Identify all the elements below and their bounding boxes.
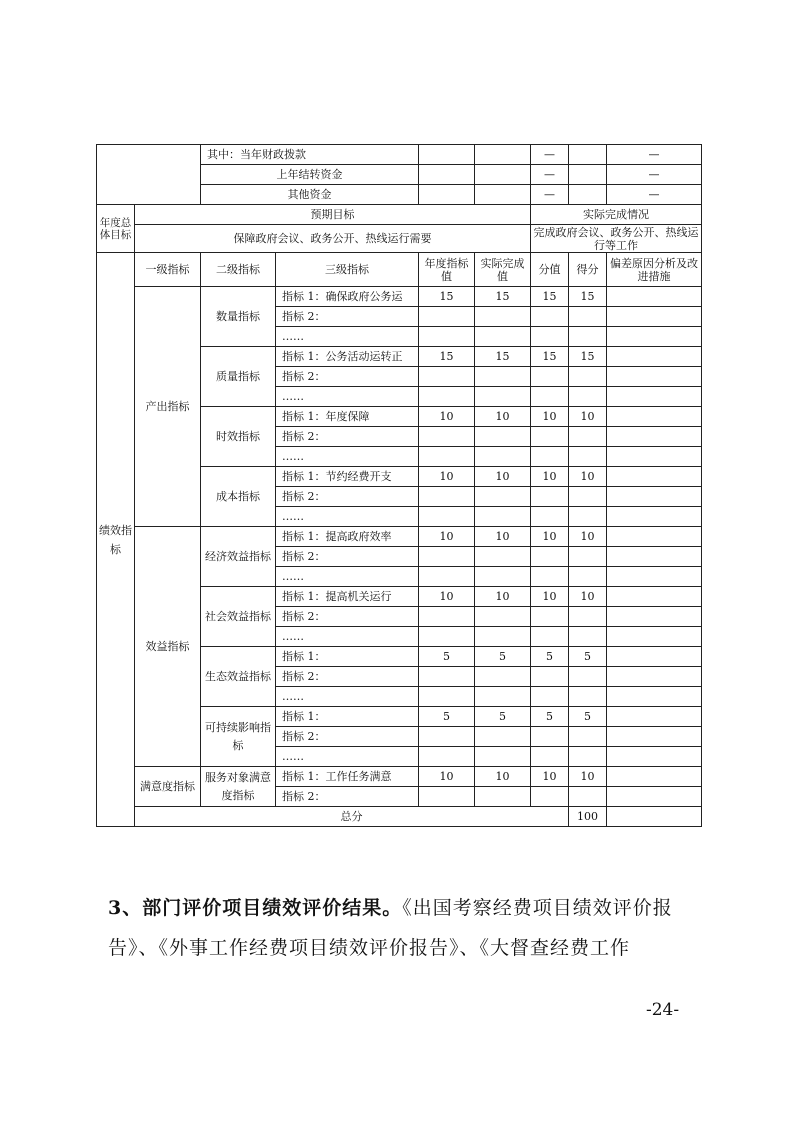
score-value: 15	[569, 287, 607, 307]
goals-header-row	[97, 205, 702, 225]
weight-value	[531, 727, 569, 747]
weight-value	[531, 627, 569, 647]
indicator-name: 指标 2：	[276, 727, 419, 747]
actual-value	[475, 667, 531, 687]
annual-target-value	[419, 747, 475, 767]
indicator-name: ……	[276, 387, 419, 407]
fund-blank	[97, 145, 201, 205]
deviation-value	[607, 307, 702, 327]
deviation-value	[607, 627, 702, 647]
deviation-value	[607, 427, 702, 447]
annual-target-value: 10	[419, 407, 475, 427]
fund-dash: —	[607, 145, 702, 165]
indicator-name: ……	[276, 627, 419, 647]
score-value	[569, 307, 607, 327]
actual-value	[475, 327, 531, 347]
indicator-header-row	[97, 253, 702, 287]
actual-value	[475, 507, 531, 527]
actual-value	[475, 607, 531, 627]
annual-target-value: 5	[419, 707, 475, 727]
annual-target-value	[419, 667, 475, 687]
annual-target-value	[419, 487, 475, 507]
actual-value: 5	[475, 647, 531, 667]
fund-cell	[419, 185, 475, 205]
weight-value	[531, 607, 569, 627]
weight-value	[531, 787, 569, 807]
total-weight: 100	[569, 807, 607, 827]
actual-goal-header: 实际完成情况	[531, 205, 702, 225]
deviation-value	[607, 507, 702, 527]
actual-value	[475, 387, 531, 407]
deviation-value	[607, 747, 702, 767]
weight-value	[531, 747, 569, 767]
score-value	[569, 727, 607, 747]
weight-value	[531, 447, 569, 467]
annual-target-value	[419, 627, 475, 647]
total-row	[97, 807, 702, 827]
indicator-name: 指标 2：	[276, 307, 419, 327]
fund-label: 其他资金	[201, 185, 419, 205]
fund-cell	[475, 165, 531, 185]
deviation-value	[607, 687, 702, 707]
indicator-name: ……	[276, 687, 419, 707]
fund-dash: —	[531, 145, 569, 165]
deviation-value	[607, 547, 702, 567]
weight-value	[531, 367, 569, 387]
level1-output: 产出指标	[135, 287, 201, 527]
annual-target-value	[419, 387, 475, 407]
actual-value	[475, 547, 531, 567]
weight-value: 15	[531, 347, 569, 367]
actual-value	[475, 487, 531, 507]
score-value	[569, 387, 607, 407]
indicator-name: 指标 2：	[276, 547, 419, 567]
indicator-name: ……	[276, 447, 419, 467]
deviation-value	[607, 727, 702, 747]
annual-target-value: 10	[419, 467, 475, 487]
weight-value	[531, 387, 569, 407]
actual-value: 15	[475, 347, 531, 367]
deviation-header: 偏差原因分析及改进措施	[607, 253, 702, 287]
weight-value	[531, 507, 569, 527]
score-value: 10	[569, 407, 607, 427]
deviation-value	[607, 467, 702, 487]
score-value: 10	[569, 767, 607, 787]
annual-target-value	[419, 507, 475, 527]
weight-value: 10	[531, 767, 569, 787]
deviation-value	[607, 487, 702, 507]
actual-value: 10	[475, 767, 531, 787]
annual-target-value	[419, 567, 475, 587]
conclusion-paragraph	[108, 888, 698, 968]
level1-header: 一级指标	[135, 253, 201, 287]
fund-cell	[475, 145, 531, 165]
indicator-name: 指标 1：提高政府效率	[276, 527, 419, 547]
actual-value	[475, 787, 531, 807]
deviation-value	[607, 607, 702, 627]
fund-dash: —	[607, 165, 702, 185]
indicator-name: 指标 2：	[276, 787, 419, 807]
level1-benefit: 效益指标	[135, 527, 201, 767]
indicator-row	[97, 527, 702, 547]
level2-economic: 经济效益指标	[201, 527, 276, 587]
indicator-name: 指标 2：	[276, 487, 419, 507]
weight-value	[531, 487, 569, 507]
level2-quantity: 数量指标	[201, 287, 276, 347]
level2-ecological: 生态效益指标	[201, 647, 276, 707]
actual-value: 10	[475, 527, 531, 547]
deviation-value	[607, 787, 702, 807]
weight-value: 10	[531, 587, 569, 607]
indicator-name: 指标 1：节约经费开支	[276, 467, 419, 487]
total-score	[607, 807, 702, 827]
deviation-value	[607, 707, 702, 727]
score-value	[569, 327, 607, 347]
fund-cell	[419, 145, 475, 165]
performance-table	[96, 144, 702, 827]
annual-target-header: 年度指标值	[419, 253, 475, 287]
score-value: 10	[569, 467, 607, 487]
weight-header: 分值	[531, 253, 569, 287]
annual-target-value	[419, 307, 475, 327]
deviation-value	[607, 367, 702, 387]
indicator-row	[97, 767, 702, 787]
deviation-value	[607, 667, 702, 687]
actual-value: 5	[475, 707, 531, 727]
annual-target-value: 15	[419, 347, 475, 367]
actual-value	[475, 427, 531, 447]
actual-value: 15	[475, 287, 531, 307]
deviation-value	[607, 567, 702, 587]
indicator-name: 指标 2：	[276, 427, 419, 447]
indicator-name: ……	[276, 327, 419, 347]
weight-value: 5	[531, 647, 569, 667]
expected-goal-text: 保障政府会议、政务公开、热线运行需要	[135, 225, 531, 253]
score-value	[569, 687, 607, 707]
performance-indicators-label: 绩效指标	[97, 253, 135, 827]
actual-goal-text: 完成政府会议、政务公开、热线运行等工作	[531, 225, 702, 253]
score-header: 得分	[569, 253, 607, 287]
deviation-value	[607, 387, 702, 407]
fund-label: 其中：当年财政拨款	[201, 145, 419, 165]
actual-value	[475, 367, 531, 387]
score-value: 10	[569, 527, 607, 547]
score-value: 5	[569, 707, 607, 727]
weight-value	[531, 567, 569, 587]
actual-value	[475, 567, 531, 587]
weight-value: 15	[531, 287, 569, 307]
fund-cell	[475, 185, 531, 205]
weight-value	[531, 327, 569, 347]
annual-target-value: 5	[419, 647, 475, 667]
actual-value-header: 实际完成值	[475, 253, 531, 287]
indicator-name: 指标 1：工作任务满意	[276, 767, 419, 787]
weight-value	[531, 307, 569, 327]
deviation-value	[607, 527, 702, 547]
fund-dash: —	[607, 185, 702, 205]
annual-target-value: 15	[419, 287, 475, 307]
score-value	[569, 547, 607, 567]
annual-target-value	[419, 547, 475, 567]
weight-value	[531, 667, 569, 687]
annual-target-value	[419, 607, 475, 627]
score-value	[569, 507, 607, 527]
deviation-value	[607, 287, 702, 307]
score-value	[569, 367, 607, 387]
weight-value	[531, 427, 569, 447]
fund-cell	[419, 165, 475, 185]
fund-dash: —	[531, 165, 569, 185]
score-value	[569, 627, 607, 647]
deviation-value	[607, 327, 702, 347]
section-body: 《出国考察经费项目绩效评价报告》、《外事工作经费项目绩效评价报告》、《大督查经费工作	[108, 897, 673, 959]
annual-target-value	[419, 427, 475, 447]
indicator-name: ……	[276, 747, 419, 767]
indicator-row	[97, 287, 702, 307]
page-number: -24-	[646, 1000, 680, 1020]
level2-sustainable: 可持续影响指标	[201, 707, 276, 767]
actual-value	[475, 627, 531, 647]
total-label: 总分	[135, 807, 569, 827]
deviation-value	[607, 587, 702, 607]
score-value: 15	[569, 347, 607, 367]
level2-social: 社会效益指标	[201, 587, 276, 647]
deviation-value	[607, 447, 702, 467]
weight-value: 10	[531, 527, 569, 547]
actual-value	[475, 727, 531, 747]
deviation-value	[607, 407, 702, 427]
fund-cell	[569, 145, 607, 165]
weight-value	[531, 547, 569, 567]
indicator-name: 指标 1：提高机关运行	[276, 587, 419, 607]
score-value	[569, 667, 607, 687]
indicator-name: 指标 1：年度保障	[276, 407, 419, 427]
level2-quality: 质量指标	[201, 347, 276, 407]
annual-target-value	[419, 727, 475, 747]
indicator-name: ……	[276, 567, 419, 587]
actual-value	[475, 307, 531, 327]
deviation-value	[607, 767, 702, 787]
annual-target-value	[419, 787, 475, 807]
actual-value: 10	[475, 467, 531, 487]
actual-value	[475, 447, 531, 467]
annual-target-value: 10	[419, 767, 475, 787]
indicator-name: 指标 2：	[276, 667, 419, 687]
score-value	[569, 787, 607, 807]
section-heading: 3、部门评价项目绩效评价结果。	[108, 897, 403, 919]
indicator-name: 指标 1：确保政府公务运	[276, 287, 419, 307]
actual-value	[475, 747, 531, 767]
actual-value: 10	[475, 407, 531, 427]
actual-value	[475, 687, 531, 707]
annual-target-value: 10	[419, 587, 475, 607]
fund-cell	[569, 165, 607, 185]
score-value	[569, 607, 607, 627]
level2-timeliness: 时效指标	[201, 407, 276, 467]
level1-satisfaction: 满意度指标	[135, 767, 201, 807]
weight-value: 10	[531, 407, 569, 427]
weight-value	[531, 687, 569, 707]
fund-row	[97, 145, 702, 165]
score-value: 10	[569, 587, 607, 607]
deviation-value	[607, 647, 702, 667]
annual-target-value	[419, 367, 475, 387]
indicator-name: 指标 1：	[276, 707, 419, 727]
indicator-name: 指标 1：	[276, 647, 419, 667]
weight-value: 5	[531, 707, 569, 727]
score-value: 5	[569, 647, 607, 667]
score-value	[569, 427, 607, 447]
indicator-name: 指标 1：公务活动运转正	[276, 347, 419, 367]
level2-header: 二级指标	[201, 253, 276, 287]
indicator-name: 指标 2：	[276, 607, 419, 627]
fund-label: 上年结转资金	[201, 165, 419, 185]
annual-target-value	[419, 327, 475, 347]
deviation-value	[607, 347, 702, 367]
goals-label: 年度总体目标	[97, 205, 135, 253]
weight-value: 10	[531, 467, 569, 487]
score-value	[569, 567, 607, 587]
level3-header: 三级指标	[276, 253, 419, 287]
score-value	[569, 447, 607, 467]
annual-target-value	[419, 687, 475, 707]
score-value	[569, 487, 607, 507]
goals-text-row	[97, 225, 702, 253]
score-value	[569, 747, 607, 767]
annual-target-value: 10	[419, 527, 475, 547]
level2-service: 服务对象满意度指标	[201, 767, 276, 807]
fund-dash: —	[531, 185, 569, 205]
expected-goal-header: 预期目标	[135, 205, 531, 225]
annual-target-value	[419, 447, 475, 467]
indicator-name: ……	[276, 507, 419, 527]
fund-cell	[569, 185, 607, 205]
level2-cost: 成本指标	[201, 467, 276, 527]
actual-value: 10	[475, 587, 531, 607]
indicator-name: 指标 2：	[276, 367, 419, 387]
